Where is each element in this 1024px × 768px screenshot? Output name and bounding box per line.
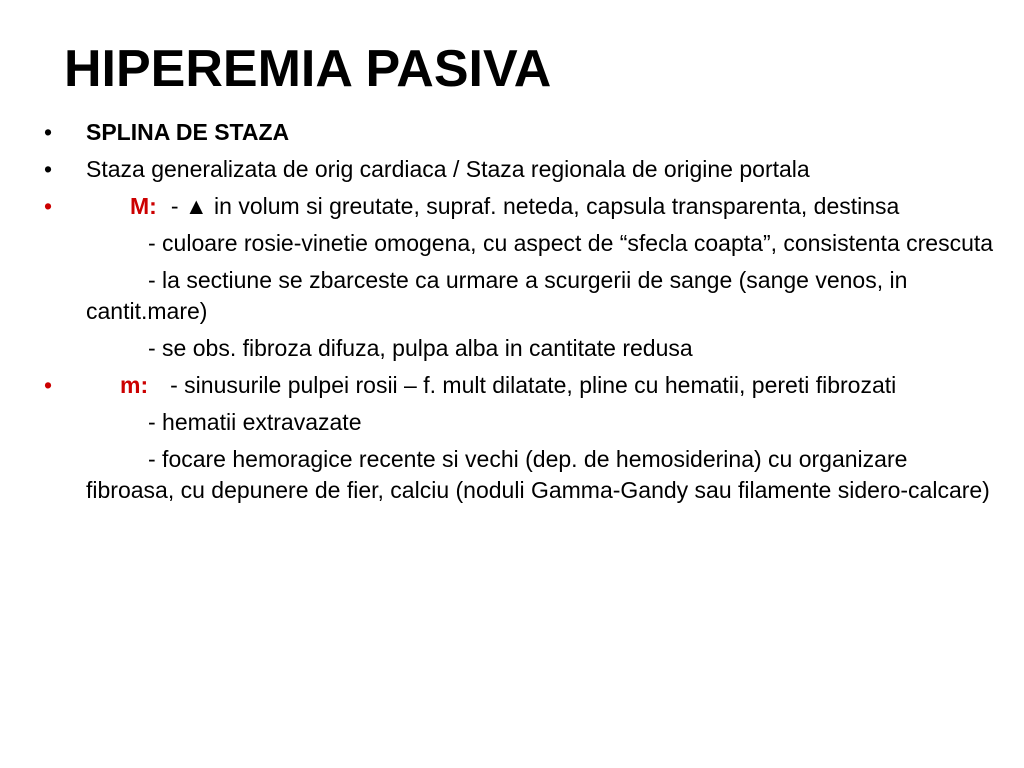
- micro-sub-2: [44, 444, 994, 506]
- bullet-item-macro: [44, 191, 994, 222]
- micro-text: - sinusurile pulpei rosii – f. mult dilatate, pline cu hematii, pereti fibrozati: [170, 372, 897, 398]
- macro-sub-1-text: - culoare rosie-vinetie omogena, cu aspect de “sfecla coapta”, consistenta crescuta: [148, 230, 994, 256]
- bullet-item-micro: [44, 370, 994, 401]
- bullet-dot: •: [44, 156, 53, 182]
- macro-sub-2: [44, 265, 994, 327]
- macro-label: M:: [130, 193, 157, 219]
- bullet-item-1: [44, 117, 994, 148]
- slide-content: [44, 117, 994, 512]
- macro-sub-2-text: - la sectiune se zbarceste ca urmare a scurgerii de sange (sange venos, in cantit.mare): [86, 267, 908, 324]
- micro-sub-2-text: - focare hemoragice recente si vechi (dep. de hemosiderina) cu organizare fibroasa, cu depunere de fier, calciu (noduli Gamma-Gandy sau filamente sidero-calcare): [86, 446, 990, 503]
- bullet-dot-red: •: [44, 193, 53, 219]
- micro-sub-1: [44, 407, 994, 438]
- slide-title: HIPEREMIA PASIVA: [64, 40, 552, 98]
- micro-label: m:: [120, 372, 149, 398]
- bullet-dot-red: •: [44, 372, 53, 398]
- macro-sub-3: [44, 333, 994, 364]
- bullet-dot: •: [44, 119, 53, 145]
- macro-text: - ▲ in volum si greutate, supraf. neteda, capsula transparenta, destinsa: [170, 193, 900, 219]
- macro-sub-1: [44, 228, 994, 259]
- macro-sub-3-text: - se obs. fibroza difuza, pulpa alba in cantitate redusa: [148, 335, 693, 361]
- micro-sub-1-text: - hematii extravazate: [148, 409, 362, 435]
- bullet-text-staza: Staza generalizata de orig cardiaca / Staza regionala de origine portala: [86, 156, 810, 182]
- bullet-text-splina: SPLINA DE STAZA: [86, 119, 290, 145]
- bullet-item-2: [44, 154, 994, 185]
